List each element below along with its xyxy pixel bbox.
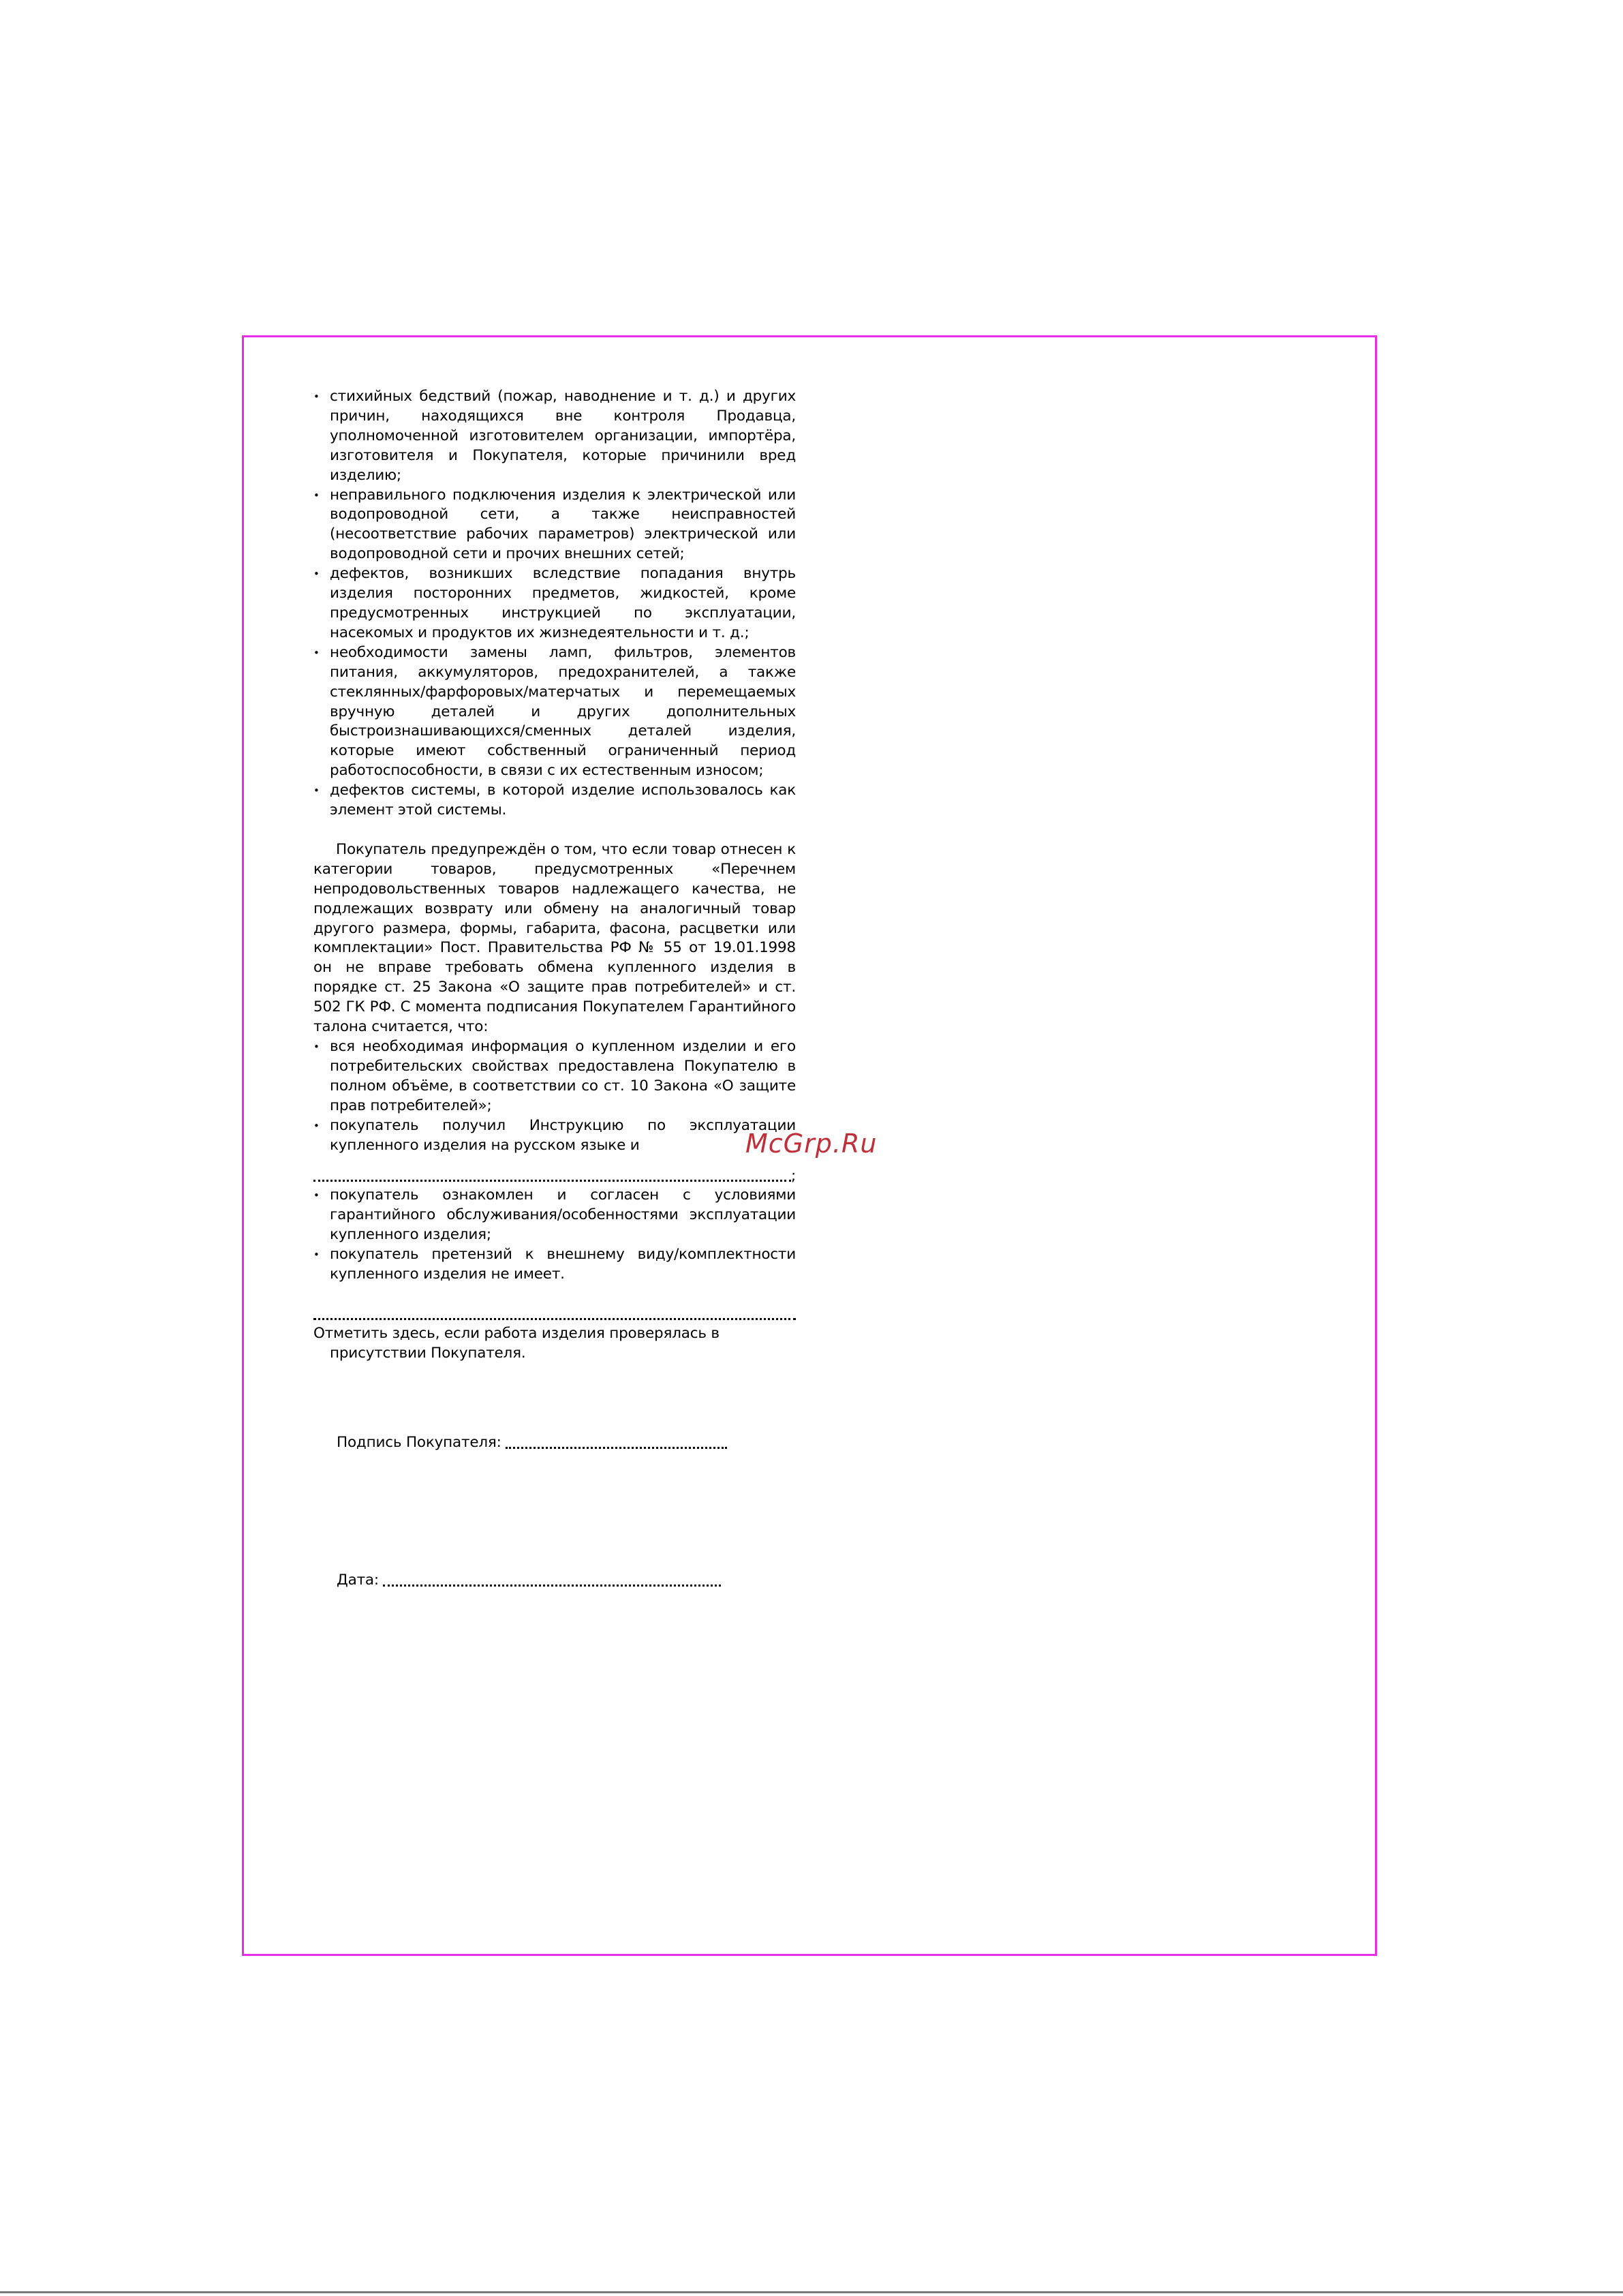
list-item-text: дефектов, возникших вследствие попадания внутрь изделия посторонних предметов, жидкостей, кроме предусмотренных инструкцией по эксплуатации, насекомых и продуктов их жизнедеятельности и т. д.; — [330, 565, 796, 641]
bullet-icon: • — [313, 1119, 320, 1132]
list-item — [313, 564, 796, 643]
list-item — [313, 1186, 796, 1245]
list-item — [313, 486, 796, 565]
list-item-text: стихийных бедствий (пожар, наводнение и т. д.) и других причин, находящихся вне контроля Продавца, уполномоченной изготовителем организации, импортёра, изготовителя и Покупателя, которые причинили вред изделию; — [330, 388, 796, 484]
list-item — [313, 781, 796, 821]
date-label: Дата: — [337, 1571, 379, 1589]
buyer-notice-paragraph: Покупатель предупреждён о том, что если товар отнесен к категории товаров, предусмотренных «Перечнем непродовольственных товаров надлежащего качества, не подлежащих возврату или обмену на аналогичный товар другого размера, формы, габарита, фасона, расцветки или комплектации» Пост. Правительства РФ № 55 от 19.01.1998 он не вправе требовать обмена купленного изделия в порядке ст. 25 Закона «О защите прав потребителей» и ст. 502 ГК РФ. С момента подписания Покупателем Гарантийного талона считается, что: — [313, 840, 796, 1036]
bottom-divider — [0, 2291, 1623, 2293]
list-item-text: неправильного подключения изделия к электрической или водопроводной сети, а также неисправностей (несоответствие рабочих параметров) электрической или водопроводной сети и прочих внешних сетей; — [330, 486, 796, 563]
exclusions-list — [313, 387, 796, 821]
watermark-logo: McGrp.Ru — [745, 1129, 878, 1159]
list-item-text: вся необходимая информация о купленном изделии и его потребительских свойствах предоставлена Покупателю в полном объёме, в соответствии со ст. 10 Закона «О защите прав потребителей»; — [330, 1038, 796, 1114]
bullet-icon: • — [313, 391, 320, 403]
check-mark-fill-line[interactable] — [313, 1304, 796, 1324]
dotted-line — [313, 1180, 791, 1182]
list-item — [313, 1245, 796, 1285]
list-item — [313, 1037, 796, 1116]
signature-label: Подпись Покупателя: — [337, 1433, 501, 1451]
list-item-text: дефектов системы, в которой изделие использовалось как элемент этой системы. — [330, 782, 796, 819]
dotted-line — [313, 1318, 796, 1320]
bullet-icon: • — [313, 489, 320, 502]
buyer-acknowledgement-list-continued — [313, 1186, 796, 1285]
bullet-icon: • — [313, 1189, 320, 1202]
dotted-line-end: ; — [790, 1167, 796, 1184]
buyer-acknowledgement-list — [313, 1037, 796, 1155]
list-item-text: покупатель ознакомлен и согласен с условиями гарантийного обслуживания/особенностями эксплуатации купленного изделия; — [330, 1187, 796, 1244]
bullet-icon: • — [313, 568, 320, 581]
bullet-icon: • — [313, 646, 320, 659]
list-item — [313, 643, 796, 781]
list-item-text: покупатель получил Инструкцию по эксплуатации купленного изделия на русском языке и — [330, 1116, 796, 1154]
bullet-icon: • — [313, 784, 320, 797]
bullet-icon: • — [313, 1041, 320, 1053]
list-item-text: необходимости замены ламп, фильтров, элементов питания, аккумуляторов, предохранителей, а также стеклянных/фарфоровых/матерчатых и перемещаемых вручную деталей и других дополнительных быстроизнашивающихся/сменных деталей изделия, которые имеют собственный ограниченный период работоспособности, в связи с их естественным износом; — [330, 643, 796, 780]
bullet-icon: • — [313, 1249, 320, 1261]
date-row — [337, 1571, 796, 1591]
list-item — [313, 387, 796, 486]
signature-row — [337, 1433, 796, 1453]
check-note: Отметить здесь, если работа изделия проверялась в присутствии Покупателя. — [313, 1324, 720, 1362]
manual-language-fill-line[interactable] — [313, 1166, 796, 1186]
signature-field[interactable] — [506, 1447, 727, 1449]
list-item — [313, 1116, 796, 1156]
list-item-text: покупатель претензий к внешнему виду/комплектности купленного изделия не имеет. — [330, 1246, 796, 1283]
document-column — [313, 387, 796, 1591]
date-field[interactable] — [383, 1585, 721, 1587]
